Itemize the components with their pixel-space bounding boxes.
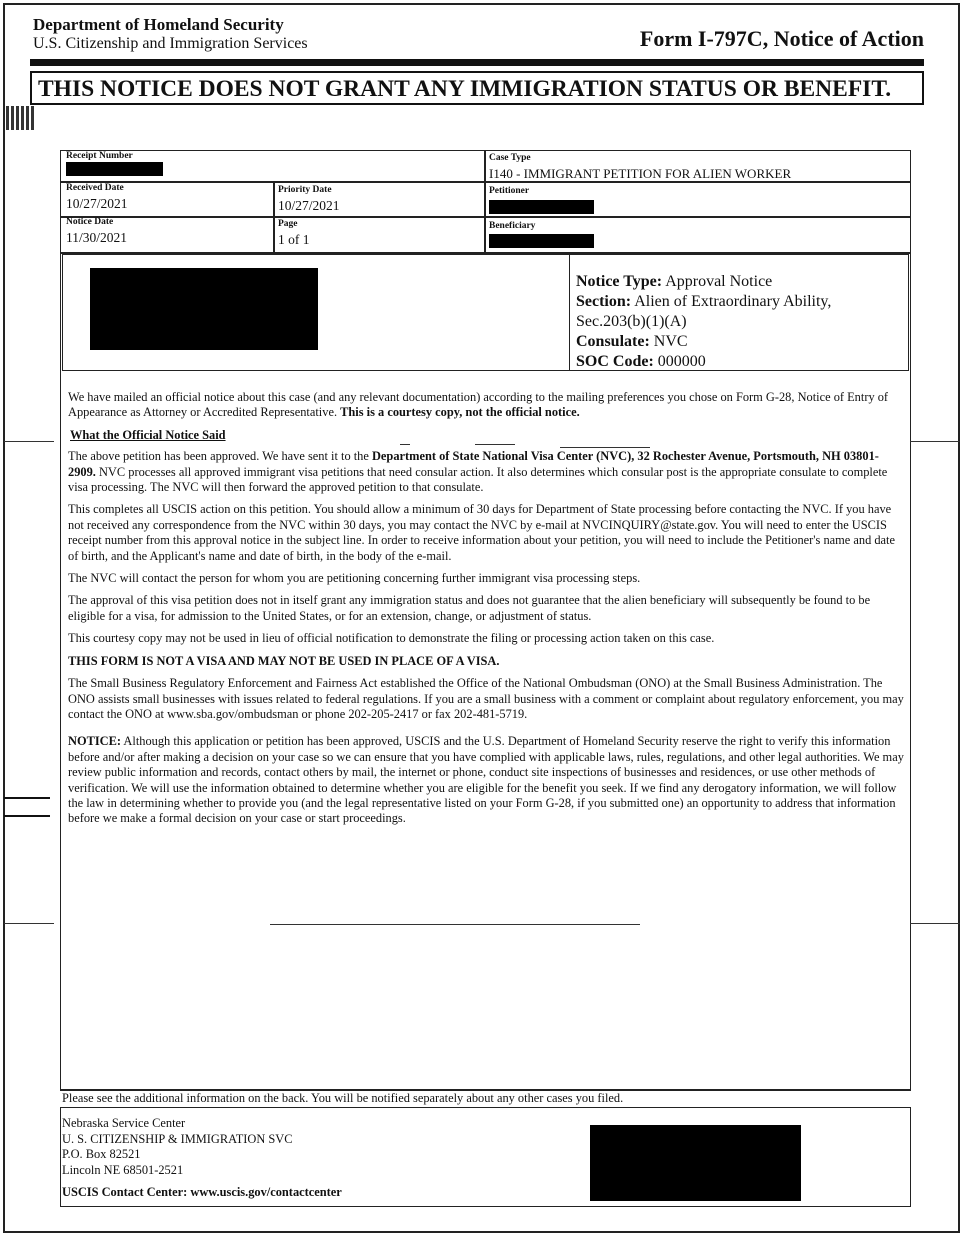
nvc-address: Department of State National Visa Center (NVC), 32 Rochester Avenue, Portsmouth, NH 03801-2909.: [68, 449, 879, 479]
visa-warning: THIS FORM IS NOT A VISA AND MAY NOT BE USED IN PLACE OF A VISA.: [68, 653, 500, 668]
agency-line: U. S. CITIZENSHIP & IMMIGRATION SVC: [62, 1131, 293, 1146]
notice-info: [576, 272, 831, 372]
scan-artifact: [910, 441, 960, 442]
status-banner: THIS NOTICE DOES NOT GRANT ANY IMMIGRATION STATUS OR BENEFIT.: [30, 71, 924, 105]
case-type-value: I140 - IMMIGRANT PETITION FOR ALIEN WORKER: [489, 166, 792, 181]
section-label: Section:: [576, 293, 632, 310]
page-label: Page: [278, 219, 298, 229]
grid-line: [484, 150, 486, 252]
paragraph-text: Although this application or petition has been approved, USCIS and the U.S. Department of Homeland Security reserve the right to verify this information before and/or after making a decision on your case so we can ensure that you have complied with applicable laws, rules, regulations, and other legal authorities. We may review public information and records, contact others by mail, the internet or phone, conduct site inspections of businesses and residences, or use other methods of verification. We will use the information obtained to determine whether you are eligible for the benefit you seek. If we find any derogatory information, we will follow the law in determining whether to provide you (and the legal representative listed on your Form G-28, if you submitted one) an opportunity to address that information before we make a formal decision on your case or start proceedings.: [68, 734, 904, 826]
paragraph-text: We have mailed an official notice about this case (and any relevant documentation) according to the mailing preferences you chose on Form G-28, Notice of Entry of Appearance as Attorney or Accredited Representative.: [68, 390, 889, 420]
received-date-label: Received Date: [66, 183, 124, 193]
notice-date-value: 11/30/2021: [66, 230, 128, 245]
received-date-value: 10/27/2021: [66, 196, 128, 211]
paragraph: [68, 390, 904, 421]
case-type-label: Case Type: [489, 153, 531, 163]
paragraph: The Small Business Regulatory Enforcement and Fairness Act established the Office of the National Ombudsman (ONO) at the Small Business Administration. The ONO assists small businesses with issues related to federal regulations. If you are a small business with a comment or complaint about regulatory enforcement, you may contact the ONO at www.sba.gov/ombudsman or phone 202-205-2417 or fax 202-481-5719.: [68, 676, 904, 721]
po-box: P.O. Box 82521: [62, 1147, 141, 1162]
service-center-name: Nebraska Service Center: [62, 1116, 186, 1130]
header-rule: [30, 59, 924, 66]
form-title: Form I-797C, Notice of Action: [639, 26, 924, 51]
service-center-address: [62, 1116, 342, 1201]
paragraph: [68, 449, 904, 495]
paragraph: This completes all USCIS action on this petition. You should allow a minimum of 30 days for Department of State processing before contacting the NVC. If you have not received any correspondence from the NVC within 30 days, you may contact the NVC by e-mail at NVCINQUIRY@state.gov. You will need to enter the USCIS receipt number from this approval notice in the subject line. In order to receive information about your petition, you will need to include the Petitioner's name and date of birth, and the Applicant's name and date of birth, in the body of the e-mail.: [68, 502, 895, 563]
scan-artifact: [270, 924, 640, 925]
paragraph-text: NVC processes all approved immigrant visa petitions that need consular action. It also determines which consular post is the appropriate consulate to complete visa processing. The NVC will then forward the approved petition to that consulate.: [68, 464, 888, 495]
barcode-icon: [6, 106, 34, 130]
paragraph-text: The above petition has been approved. We have sent it to the: [68, 449, 372, 464]
paragraph: The approval of this visa petition does not in itself grant any immigration status and does not guarantee that the alien beneficiary will subsequently be found to be eligible for a visa, for admission to the United States, or for an extension, change, or adjustment of status.: [68, 593, 871, 623]
consulate-label: Consulate:: [576, 333, 650, 350]
priority-date-value: 10/27/2021: [278, 198, 340, 213]
scan-artifact: [560, 447, 650, 448]
paragraph: [68, 734, 904, 826]
section-heading: What the Official Notice Said: [70, 427, 226, 442]
paragraph: The NVC will contact the person for whom you are petitioning concerning further immigrant visa processing steps.: [68, 571, 641, 586]
soc-code-label: SOC Code:: [576, 353, 654, 370]
scan-artifact: [475, 444, 515, 445]
petitioner-label: Petitioner: [489, 186, 530, 196]
scan-artifact: [400, 444, 410, 445]
grid-line: [60, 1089, 911, 1090]
additional-info-note: Please see the additional information on the back. You will be notified separately about any other cases you filed.: [62, 1091, 624, 1105]
courtesy-copy-note: This is a courtesy copy, not the official notice.: [340, 405, 580, 420]
scan-artifact: [4, 923, 54, 924]
notice-label: NOTICE:: [68, 734, 122, 749]
margin-mark: [4, 815, 50, 817]
notice-date-label: Notice Date: [66, 217, 114, 227]
scan-artifact: [4, 441, 54, 442]
contact-center: USCIS Contact Center: www.uscis.gov/contactcenter: [62, 1184, 342, 1199]
grid-line: [273, 181, 275, 252]
priority-date-label: Priority Date: [278, 185, 332, 195]
section-value-cont: Sec.203(b)(1)(A): [576, 313, 687, 330]
soc-code-value: 000000: [657, 353, 706, 370]
agency-subname: U.S. Citizenship and Immigration Services: [33, 35, 308, 52]
notice-type-value: Approval Notice: [665, 273, 773, 290]
redaction-address: [90, 268, 318, 350]
redaction-beneficiary: [489, 234, 594, 248]
redaction-signature: [590, 1125, 801, 1201]
grid-line: [569, 254, 570, 371]
section-value: Alien of Extraordinary Ability,: [634, 293, 832, 310]
city-line: Lincoln NE 68501-2521: [62, 1163, 184, 1178]
page-value: 1 of 1: [278, 232, 310, 247]
redaction-receipt-number: [66, 162, 163, 176]
notice-body-text: [68, 390, 904, 834]
notice-type-label: Notice Type:: [576, 273, 663, 290]
grid-line: [60, 216, 911, 218]
redaction-petitioner: [489, 200, 594, 214]
margin-mark: [4, 797, 50, 799]
beneficiary-label: Beneficiary: [489, 221, 536, 231]
scan-artifact: [910, 923, 960, 924]
receipt-number-label: Receipt Number: [66, 151, 133, 161]
consulate-value: NVC: [653, 333, 688, 350]
paragraph: This courtesy copy may not be used in lieu of official notification to demonstrate the filing or processing action taken on this case.: [68, 631, 715, 646]
agency-name: Department of Homeland Security: [33, 15, 284, 34]
